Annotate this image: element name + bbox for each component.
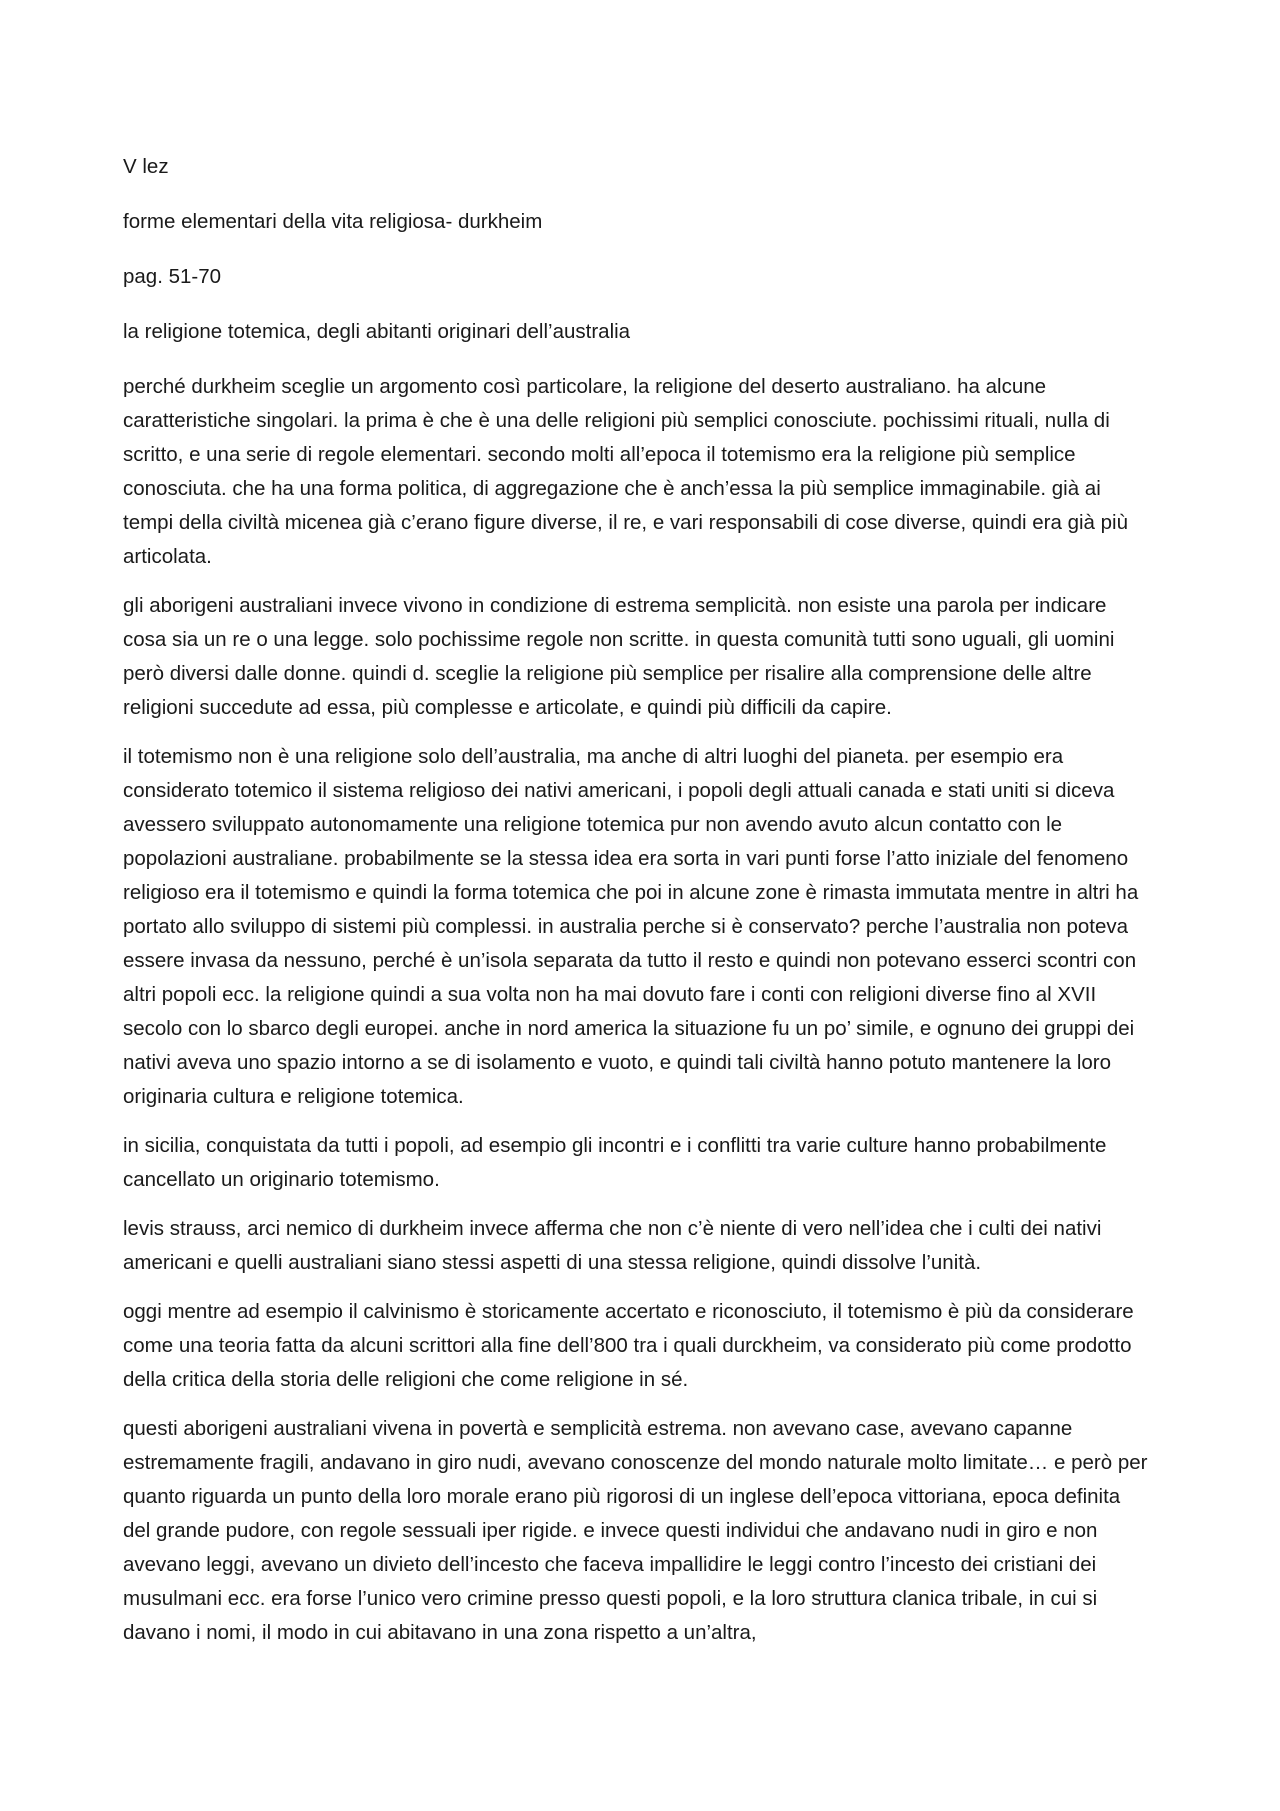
paragraph-3: il totemismo non è una religione solo dell’australia, ma anche di altri luoghi del pianeta. per esempio era considerato totemico il sistema religioso dei nativi americani, i popoli degli attuali canada e stati uniti si diceva avessero sviluppato autonomamente una religione totemica pur non avendo avuto alcun contatto con le popolazioni australiane. probabilmente se la stessa idea era sorta in vari punti forse l’atto iniziale del fenomeno religioso era il totemismo e quindi la forma totemica che poi in alcune zone è rimasta immutata mentre in altri ha portato allo sviluppo di sistemi più complessi. in australia perche si è conservato? perche l’australia non poteva essere invasa da nessuno, perché è un’isola separata da tutto il resto e quindi non potevano esserci scontri con altri popoli ecc. la religione quindi a sua volta non ha mai dovuto fare i conti con religioni diverse fino al XVII secolo con lo sbarco degli europei. anche in nord america la situazione fu un po’ simile, e ognuno dei gruppi dei nativi aveva uno spazio intorno a se di isolamento e vuoto, e quindi tali civiltà hanno potuto mantenere la loro originaria cultura e religione totemica. xyxy=(123,745,1139,1108)
paragraph-7: questi aborigeni australiani vivena in povertà e semplicità estrema. non avevano case, avevano capanne estremamente fragili, andavano in giro nudi, avevano conoscenze del mondo naturale molto limitate… e però per quanto riguarda un punto della loro morale erano più rigorosi di un inglese dell’epoca vittoriana, epoca definita del grande pudore, con regole sessuali iper rigide. e invece questi individui che andavano nudi in giro e non avevano leggi, avevano un divieto dell’incesto che faceva impallidire le leggi contro l’incesto dei cristiani dei musulmani ecc. era forse l’unico vero crimine presso questi popoli, e la loro struttura clanica tribale, in cui si davano i nomi, il modo in cui abitavano in una zona rispetto a un’altra, xyxy=(123,1417,1148,1644)
page-range: pag. 51-70 xyxy=(123,265,222,288)
paragraph-6: oggi mentre ad esempio il calvinismo è storicamente accertato e riconosciuto, il totemismo è più da considerare come una teoria fatta da alcuni scrittori alla fine dell’800 tra i quali durckheim, va considerato più come prodotto della critica della storia delle religioni che come religione in sé. xyxy=(123,1300,1134,1391)
paragraph-4: in sicilia, conquistata da tutti i popoli, ad esempio gli incontri e i conflitti tra varie culture hanno probabilmente cancellato un originario totemismo. xyxy=(123,1134,1107,1191)
paragraph-5: levis strauss, arci nemico di durkheim invece afferma che non c’è niente di vero nell’idea che i culti dei nativi americani e quelli australiani siano stessi aspetti di una stessa religione, quindi dissolve l’unità. xyxy=(123,1217,1102,1274)
lecture-heading: V lez xyxy=(123,155,169,178)
paragraph-2: gli aborigeni australiani invece vivono in condizione di estrema semplicità. non esiste una parola per indicare cosa sia un re o una legge. solo pochissime regole non scritte. in questa comunità tutti sono uguali, gli uomini però diversi dalle donne. quindi d. sceglie la religione più semplice per risalire alla comprensione delle altre religioni succedute ad essa, più complesse e articolate, e quindi più difficili da capire. xyxy=(123,594,1115,719)
lecture-subtitle: forme elementari della vita religiosa- durkheim xyxy=(123,210,543,233)
lecture-topic: la religione totemica, degli abitanti originari dell’australia xyxy=(123,320,631,343)
paragraph-1: perché durkheim sceglie un argomento così particolare, la religione del deserto australiano. ha alcune caratteristiche singolari. la prima è che è una delle religioni più semplici conosciute. pochissimi rituali, nulla di scritto, e una serie di regole elementari. secondo molti all’epoca il totemismo era la religione più semplice conosciuta. che ha una forma politica, di aggregazione che è anch’essa la più semplice immaginabile. già ai tempi della civiltà micenea già c’erano figure diverse, il re, e vari responsabili di cose diverse, quindi era già più articolata. xyxy=(123,375,1129,568)
